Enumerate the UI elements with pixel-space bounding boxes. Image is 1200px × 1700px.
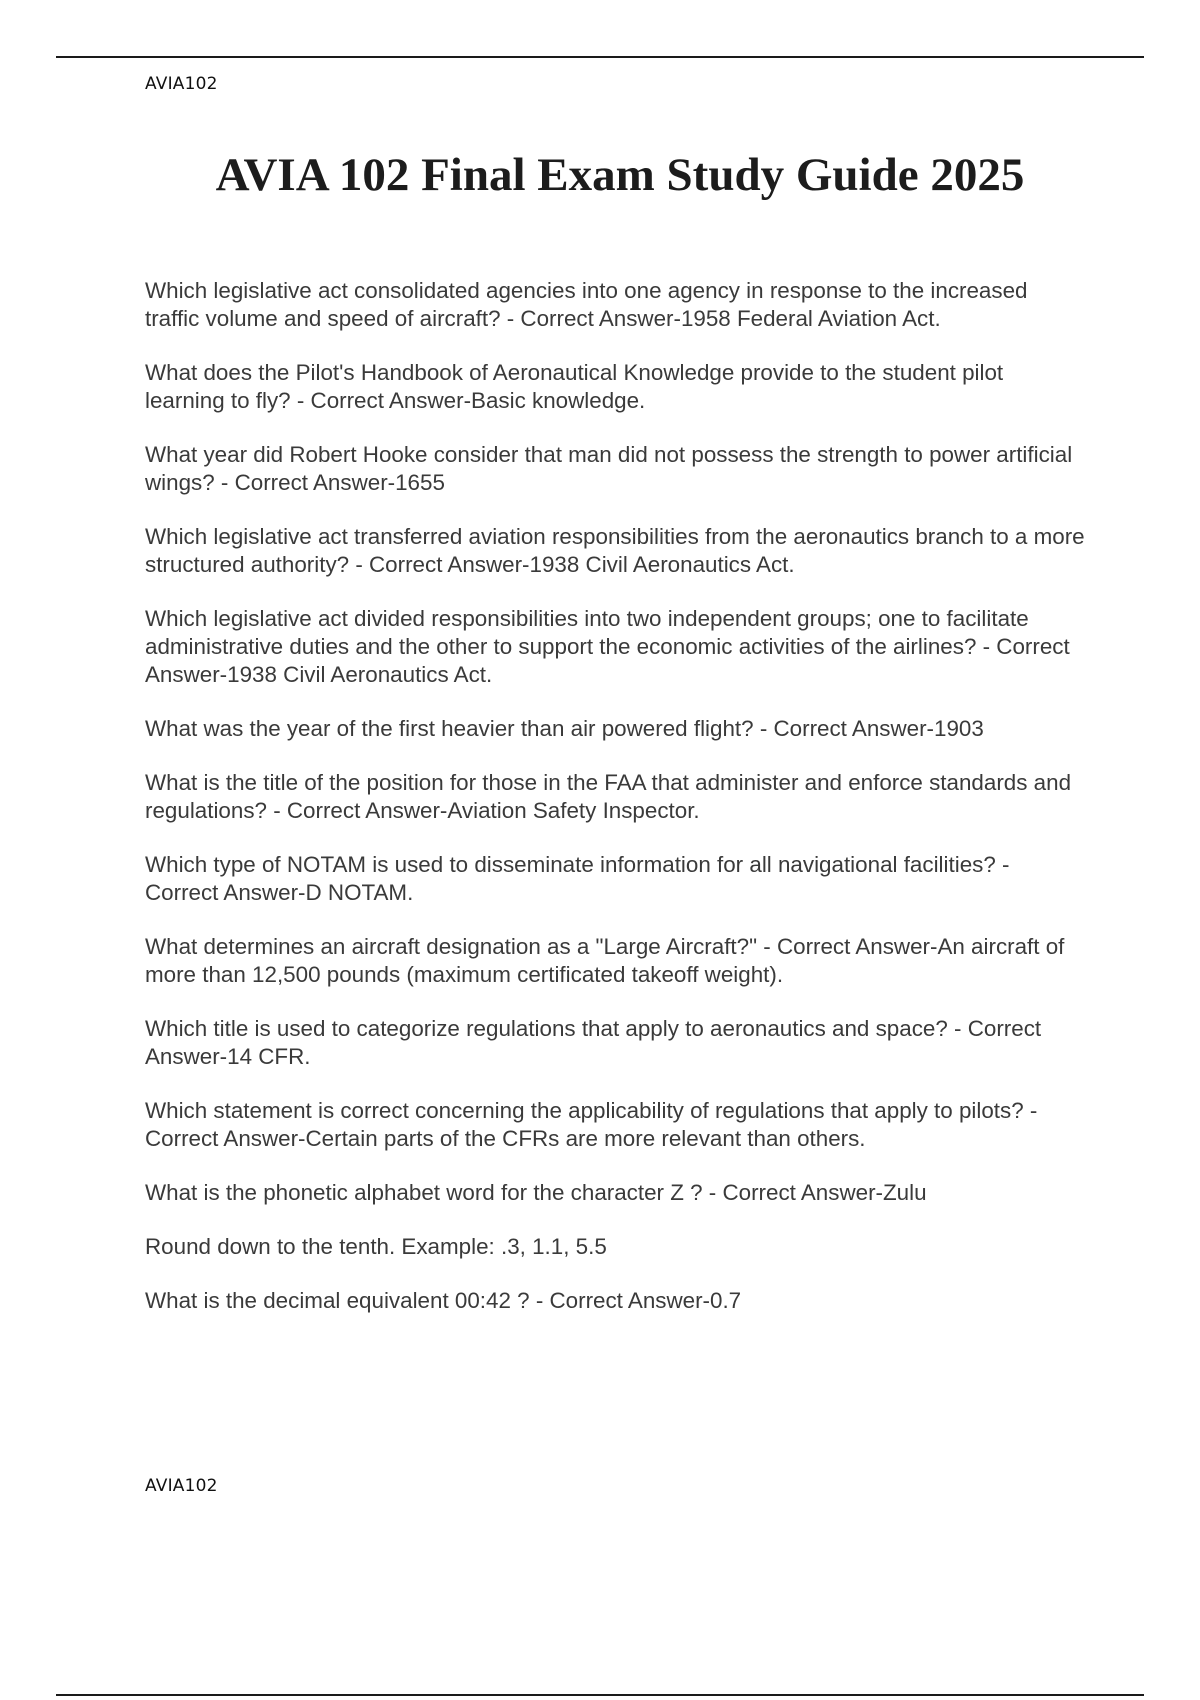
- qa-item: What is the decimal equivalent 00:42 ? - Correct Answer-0.7: [145, 1288, 742, 1313]
- qa-list: [145, 277, 1085, 1341]
- qa-item: Which type of NOTAM is used to disseminate information for all navigational facilities? - Correct Answer-D NOTAM.: [145, 852, 1010, 905]
- qa-item: What is the phonetic alphabet word for the character Z ? - Correct Answer-Zulu: [145, 1180, 927, 1205]
- qa-item: What is the title of the position for those in the FAA that administer and enforce standards and regulations? - Correct Answer-Aviation Safety Inspector.: [145, 770, 1072, 823]
- page-title: AVIA 102 Final Exam Study Guide 2025: [215, 149, 1025, 201]
- qa-item: Which legislative act transferred aviation responsibilities from the aeronautics branch to a more structured authority? - Correct Answer-1938 Civil Aeronautics Act.: [145, 524, 1085, 577]
- qa-item: What determines an aircraft designation as a "Large Aircraft?" - Correct Answer-An aircraft of more than 12,500 pounds (maximum certificated takeoff weight).: [145, 934, 1065, 987]
- qa-item: Round down to the tenth. Example: .3, 1.1, 5.5: [145, 1234, 607, 1259]
- qa-item: What year did Robert Hooke consider that man did not possess the strength to power artificial wings? - Correct Answer-1655: [145, 442, 1073, 495]
- top-rule: [56, 56, 1144, 58]
- bottom-rule: [56, 1694, 1144, 1696]
- qa-item: Which statement is correct concerning the applicability of regulations that apply to pilots? - Correct Answer-Certain parts of the CFRs are more relevant than others.: [145, 1098, 1038, 1151]
- qa-item: Which legislative act divided responsibilities into two independent groups; one to facilitate administrative duties and the other to support the economic activities of the airlines? - Correct Answer-1938 Civil Aeronautics Act.: [145, 606, 1070, 687]
- qa-item: Which legislative act consolidated agencies into one agency in response to the increased traffic volume and speed of aircraft? - Correct Answer-1958 Federal Aviation Act.: [145, 278, 1028, 331]
- running-header: AVIA102: [145, 74, 218, 94]
- qa-item: What was the year of the first heavier than air powered flight? - Correct Answer-1903: [145, 716, 984, 741]
- running-footer: AVIA102: [145, 1476, 218, 1496]
- qa-item: What does the Pilot's Handbook of Aeronautical Knowledge provide to the student pilot learning to fly? - Correct Answer-Basic knowledge.: [145, 360, 1004, 413]
- qa-item: Which title is used to categorize regulations that apply to aeronautics and space? - Correct Answer-14 CFR.: [145, 1016, 1042, 1069]
